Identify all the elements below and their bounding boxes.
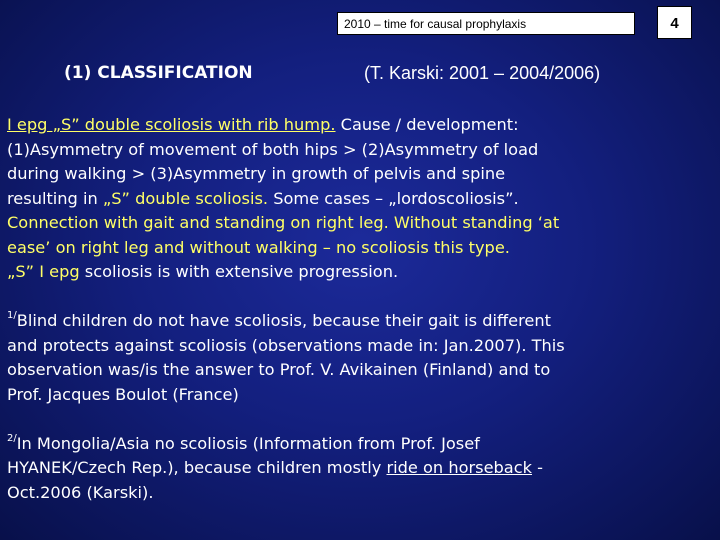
section1-line-7b: scoliosis is with extensive progression.: [79, 262, 399, 281]
note1-line-1: [7, 309, 713, 334]
note2-line-2: [7, 456, 713, 481]
section1-line-1: [7, 113, 713, 138]
spacer: [7, 407, 713, 432]
note1-line-3: observation was/is the answer to Prof. V. Avikainen (Finland) and to: [7, 360, 551, 379]
note2-line-1: [7, 432, 713, 457]
note1-marker: 1/: [7, 310, 17, 321]
section1-line-7: [7, 260, 713, 285]
scoliosis-type-label: I epg „S” double scoliosis with rib hump.: [7, 115, 336, 134]
spacer: [7, 285, 713, 310]
section1-line-6: ease’ on right leg and without walking – no scoliosis this type.: [7, 237, 510, 257]
note1-line-4: Prof. Jacques Boulot (France): [7, 384, 239, 404]
note2-marker: 2/: [7, 432, 17, 444]
section1-line-4a: resulting in: [7, 188, 103, 208]
note2-line-2b: ride on horseback: [386, 458, 533, 477]
slide-page-number: 4: [657, 6, 692, 39]
section1-line-4: [7, 187, 713, 212]
note2-line-2c: -: [532, 458, 544, 477]
note1-line-2: and protects against scoliosis (observations made in: Jan.2007). This: [7, 335, 565, 355]
section1-line-2: (1)Asymmetry of movement of both hips > (2)Asymmetry of load: [7, 139, 539, 159]
note2-line-2a: HYANEK/Czech Rep.), because children mostly: [7, 458, 387, 477]
slide-body: [7, 113, 713, 505]
slide-topic-box: 2010 – time for causal prophylaxis: [337, 12, 635, 35]
section1-line-4b: „S” double scoliosis.: [102, 188, 269, 208]
section1-line-4c: Some cases – „lordoscoliosis”.: [268, 188, 519, 208]
note2-line-1-text: In Mongolia/Asia no scoliosis (Information from Prof. Josef: [16, 433, 480, 453]
note2-line-3: Oct.2006 (Karski).: [7, 482, 154, 502]
heading-reference: (T. Karski: 2001 – 2004/2006): [364, 63, 601, 83]
slide-heading: (1) CLASSIFICATION: [64, 63, 253, 83]
section1-line-1-rest: Cause / development:: [335, 115, 519, 134]
heading-row: [0, 61, 720, 85]
section1-line-7a: „S” I epg: [7, 262, 80, 281]
section1-line-5: Connection with gait and standing on right leg. Without standing ‘at: [7, 213, 560, 232]
note1-line-1-text: Blind children do not have scoliosis, because their gait is different: [16, 311, 551, 330]
section1-line-3: during walking > (3)Asymmetry in growth of pelvis and spine: [7, 164, 506, 183]
